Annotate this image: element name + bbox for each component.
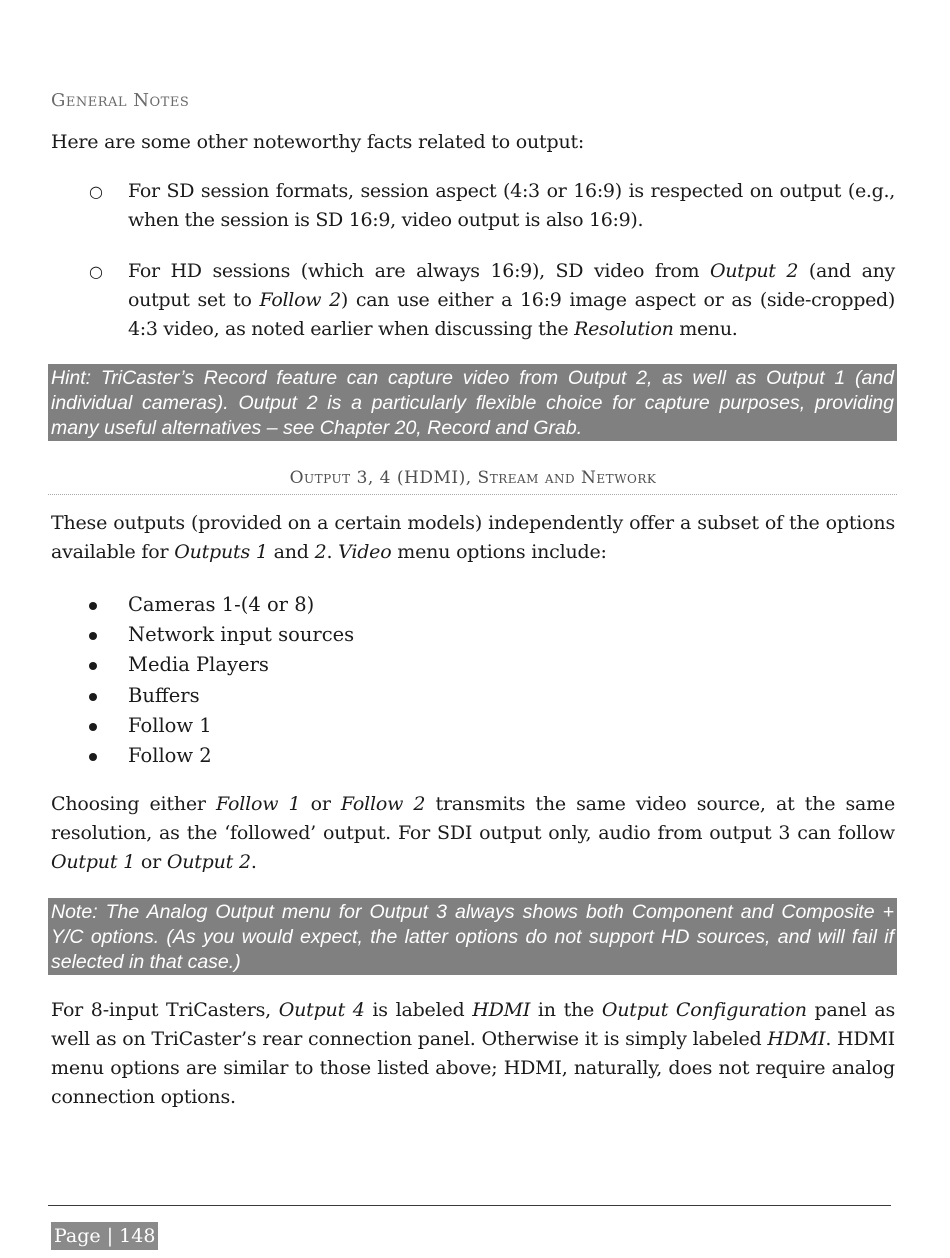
- text-run: and: [267, 541, 315, 563]
- bullet-dot-icon: [89, 693, 97, 701]
- italic-text-run: Output Configuration: [601, 999, 807, 1021]
- page-number: Page | 148: [51, 1222, 158, 1250]
- general-notes-item-text: [128, 257, 895, 344]
- outputs-section-heading: Output 3, 4 (HDMI), Stream and Network: [289, 468, 657, 488]
- text-run: For 8-input TriCasters,: [51, 999, 279, 1021]
- list-item-label: Media Players: [128, 653, 269, 677]
- general-notes-item-text: [128, 177, 895, 235]
- footer-rule: [48, 1205, 891, 1206]
- outputs-intro: [51, 509, 895, 567]
- general-notes-heading: General Notes: [51, 90, 190, 111]
- italic-text-run: Resolution: [574, 318, 674, 340]
- text-run: is labeled: [364, 999, 473, 1021]
- video-menu-options-list: [51, 590, 895, 771]
- text-run: in the: [530, 999, 602, 1021]
- text-run: .: [326, 541, 339, 563]
- hollow-bullet-icon: ○: [89, 182, 103, 201]
- italic-text-run: Follow 2: [259, 289, 341, 311]
- text-run: For HD sessions (which are always 16:9), SD video from: [128, 260, 710, 282]
- hint-box: Hint: TriCaster’s Record feature can capture video from Output 2, as well as Output 1 (and individual cameras). Output 2 is a particularly flexible choice for capture purposes, providing many useful alternatives – see Chapter 20, Record and Grab.: [48, 364, 897, 441]
- italic-text-run: Follow 2: [340, 793, 426, 815]
- text-run: transmits the same video source, at the same resolution, as the ‘followed’ output. For SDI output only, audio from output 3 can follow: [51, 793, 896, 844]
- italic-text-run: Outputs 1: [174, 541, 268, 563]
- list-item-label: Follow 1: [128, 713, 212, 737]
- italic-text-run: Video: [338, 541, 392, 563]
- bullet-dot-icon: [89, 662, 97, 670]
- list-item-label: Network input sources: [128, 623, 355, 647]
- bullet-dot-icon: [89, 632, 97, 640]
- general-notes-intro: Here are some other noteworthy facts related to output:: [51, 131, 585, 153]
- list-item-label: Cameras 1-(4 or 8): [128, 593, 315, 616]
- italic-text-run: 2: [314, 541, 327, 563]
- italic-text-run: Output 2: [709, 260, 799, 282]
- italic-text-run: Output 1: [51, 851, 136, 873]
- text-run: or: [300, 793, 341, 815]
- italic-text-run: Output 2: [166, 851, 251, 873]
- list-item-label: Follow 2: [128, 743, 212, 767]
- bullet-dot-icon: [89, 753, 97, 761]
- list-item: [51, 650, 895, 680]
- hdmi-paragraph: [51, 996, 895, 1112]
- list-item: [51, 681, 895, 711]
- italic-text-run: HDMI: [767, 1028, 826, 1050]
- text-run: Choosing either: [51, 793, 217, 815]
- text-run: or: [135, 851, 167, 873]
- list-item: [51, 590, 895, 620]
- text-run: ) can use either a 16:9 image aspect or as (side-cropped) 4:3 video, as noted earlier when discussing the: [128, 289, 895, 340]
- bullet-dot-icon: [89, 602, 97, 610]
- italic-text-run: HDMI: [472, 999, 531, 1021]
- text-run: menu options include:: [391, 541, 607, 563]
- list-item: [51, 620, 895, 650]
- italic-text-run: Output 4: [278, 999, 365, 1021]
- list-item: [51, 711, 895, 741]
- note-box: Note: The Analog Output menu for Output 3 always shows both Component and Composite + Y/C options. (As you would expect, the latter options do not support HD sources, and will fail if selected in that case.): [48, 898, 897, 975]
- bullet-dot-icon: [89, 723, 97, 731]
- heading-dotted-rule: [48, 494, 897, 495]
- list-item: [51, 741, 895, 771]
- text-run: (and any output set to: [128, 260, 895, 311]
- text-run: These outputs (provided on a certain models) independently offer a subset of the options available for: [51, 512, 895, 563]
- hollow-bullet-icon: ○: [89, 262, 103, 281]
- text-run: panel as well as on TriCaster’s rear connection panel. Otherwise it is simply labeled: [51, 999, 896, 1050]
- text-run: For SD session formats, session aspect (4:3 or 16:9) is respected on output (e.g., when the session is SD 16:9, video output is also 16:9).: [128, 180, 895, 231]
- list-item-label: Buffers: [128, 683, 200, 707]
- general-notes-item-2: [51, 257, 895, 347]
- text-run: menu.: [673, 318, 738, 340]
- text-run: .: [250, 851, 257, 873]
- italic-text-run: Follow 1: [216, 793, 301, 815]
- follow-paragraph: [51, 790, 895, 877]
- text-run: . HDMI menu options are similar to those listed above; HDMI, naturally, does not require analog connection options.: [51, 1028, 895, 1108]
- general-notes-item-1: [51, 177, 895, 237]
